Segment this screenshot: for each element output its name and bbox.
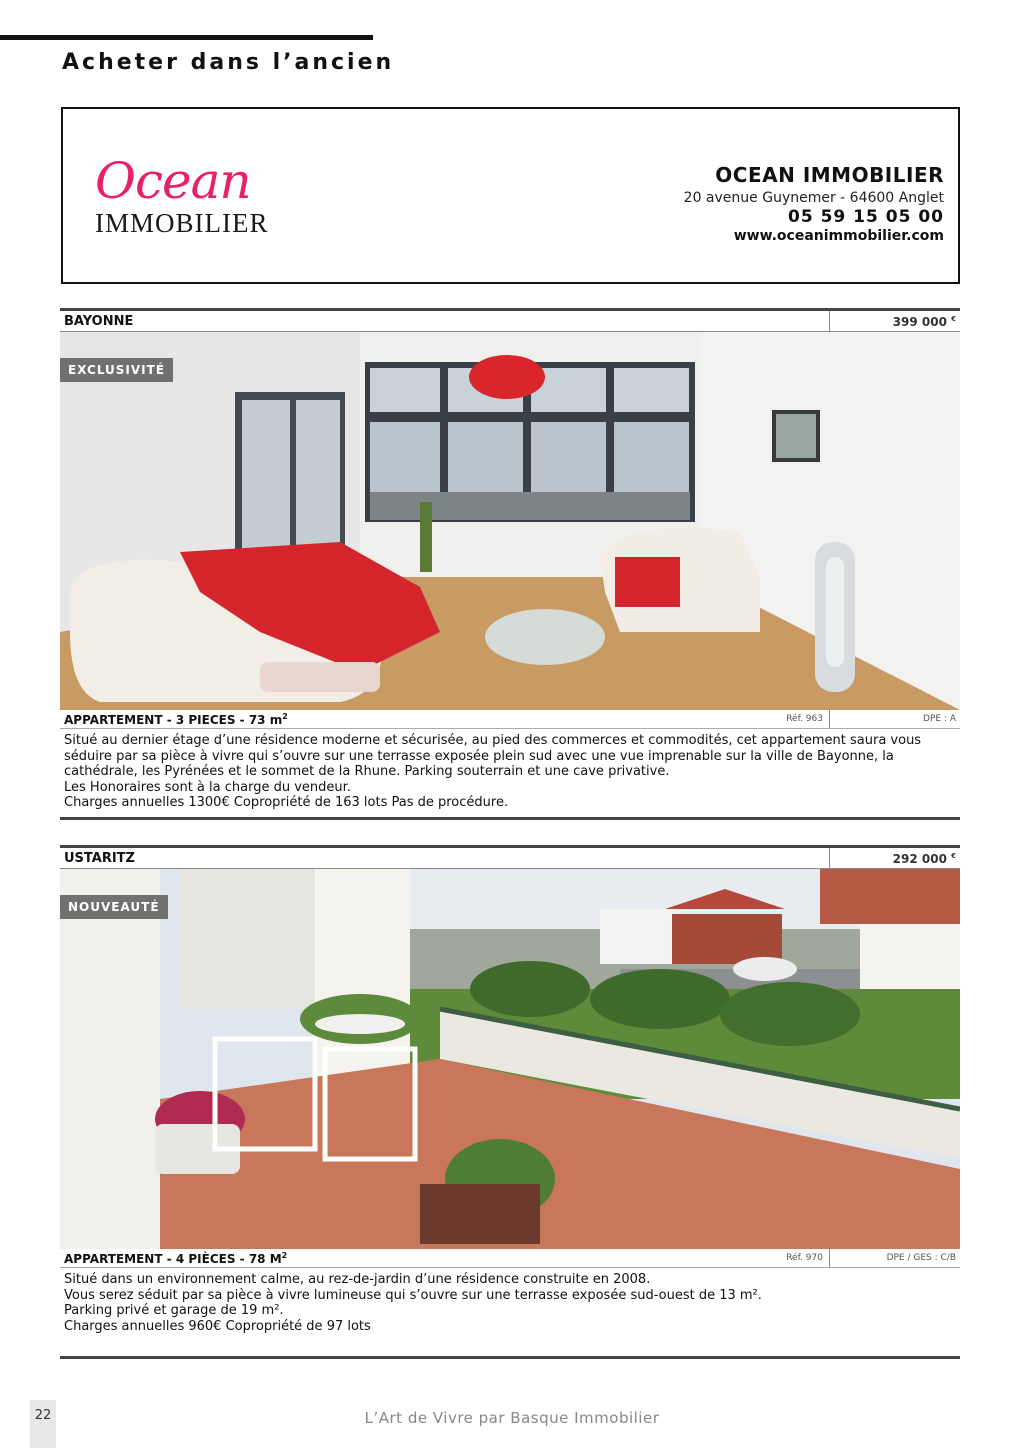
section-title: Acheter dans l’ancien bbox=[62, 50, 395, 75]
listing-description bbox=[60, 1268, 960, 1340]
listing-header bbox=[60, 848, 960, 869]
description-line: Situé dans un environnement calme, au rez-de-jardin d’une résidence construite en 2008. bbox=[64, 1272, 651, 1287]
listing-dpe: DPE / GES : C/B bbox=[886, 1253, 956, 1263]
agency-website[interactable]: www.oceanimmobilier.com bbox=[733, 228, 944, 244]
terrace-photo bbox=[60, 869, 960, 1249]
price-currency: € bbox=[951, 315, 956, 323]
listing-photo[interactable] bbox=[60, 869, 960, 1249]
price-value: 292 000 bbox=[892, 852, 947, 866]
listing-badge: EXCLUSIVITÉ bbox=[60, 358, 173, 382]
listing-dpe: DPE : A bbox=[923, 714, 956, 724]
top-rule bbox=[0, 35, 373, 40]
listing-bottom-rule bbox=[60, 1356, 960, 1359]
description-line: Charges annuelles 1300€ Copropriété de 163 lots Pas de procédure. bbox=[64, 795, 509, 810]
type-text: APPARTEMENT - 3 PIECES - 73 m bbox=[64, 713, 283, 727]
listing-type bbox=[60, 710, 723, 728]
listing-type bbox=[60, 1249, 723, 1267]
page-number: 22 bbox=[30, 1400, 56, 1448]
listing-description bbox=[60, 729, 960, 817]
listing-meta bbox=[60, 1249, 960, 1268]
listing-badge: NOUVEAUTÉ bbox=[60, 895, 168, 919]
listing-city: BAYONNE bbox=[60, 311, 830, 331]
footer-tagline: L’Art de Vivre par Basque Immobilier bbox=[364, 1409, 660, 1427]
type-superscript: 2 bbox=[282, 712, 288, 721]
listing-header bbox=[60, 311, 960, 332]
description-line: Les Honoraires sont à la charge du vendeur. bbox=[64, 779, 351, 795]
logo-wordmark: Ocean bbox=[95, 152, 251, 210]
agency-logo bbox=[95, 152, 305, 250]
type-superscript: 2 bbox=[281, 1251, 288, 1260]
agency-name: OCEAN IMMOBILIER bbox=[715, 163, 944, 187]
listing-price bbox=[830, 848, 960, 868]
agency-info bbox=[684, 163, 944, 244]
living-room-photo bbox=[60, 332, 960, 710]
agency-phone[interactable]: 05 59 15 05 00 bbox=[788, 207, 944, 227]
listing-meta bbox=[60, 710, 960, 729]
price-value: 399 000 bbox=[892, 315, 947, 329]
listing-bottom-rule bbox=[60, 817, 960, 820]
agency-address: 20 avenue Guynemer - 64600 Anglet bbox=[683, 190, 944, 206]
listing-photo[interactable] bbox=[60, 332, 960, 710]
listing-ref: Réf. 970 bbox=[723, 1249, 830, 1267]
description-line: Vous serez séduit par sa pièce à vivre lumineuse qui s’ouvre sur une terrasse exposée sud-ouest de 13 m². bbox=[64, 1287, 762, 1303]
description-line: Parking privé et garage de 19 m². bbox=[64, 1303, 284, 1318]
logo-subtitle: IMMOBILIER bbox=[95, 208, 269, 238]
type-text: APPARTEMENT - 4 PIÈCES - 78 M bbox=[64, 1252, 282, 1266]
listing-card bbox=[60, 845, 960, 1359]
description-line: Charges annuelles 960€ Copropriété de 97 lots bbox=[64, 1318, 371, 1334]
listing-ref: Réf. 963 bbox=[723, 710, 830, 728]
listing-price bbox=[830, 311, 960, 331]
listing-city: USTARITZ bbox=[60, 848, 830, 868]
listing-card bbox=[60, 308, 960, 820]
price-currency: € bbox=[951, 852, 956, 860]
description-line: Situé au dernier étage d’une résidence moderne et sécurisée, au pied des commerces et commodités, cet appartement saura vous séduire par sa pièce à vivre qui s’ouvre sur une terrasse exposée plein sud avec une vue imprenable sur la ville de Bayonne, la cathédrale, les Pyrénées et le sommet de la Rhune. Parking souterrain et une cave privative. bbox=[64, 733, 922, 779]
